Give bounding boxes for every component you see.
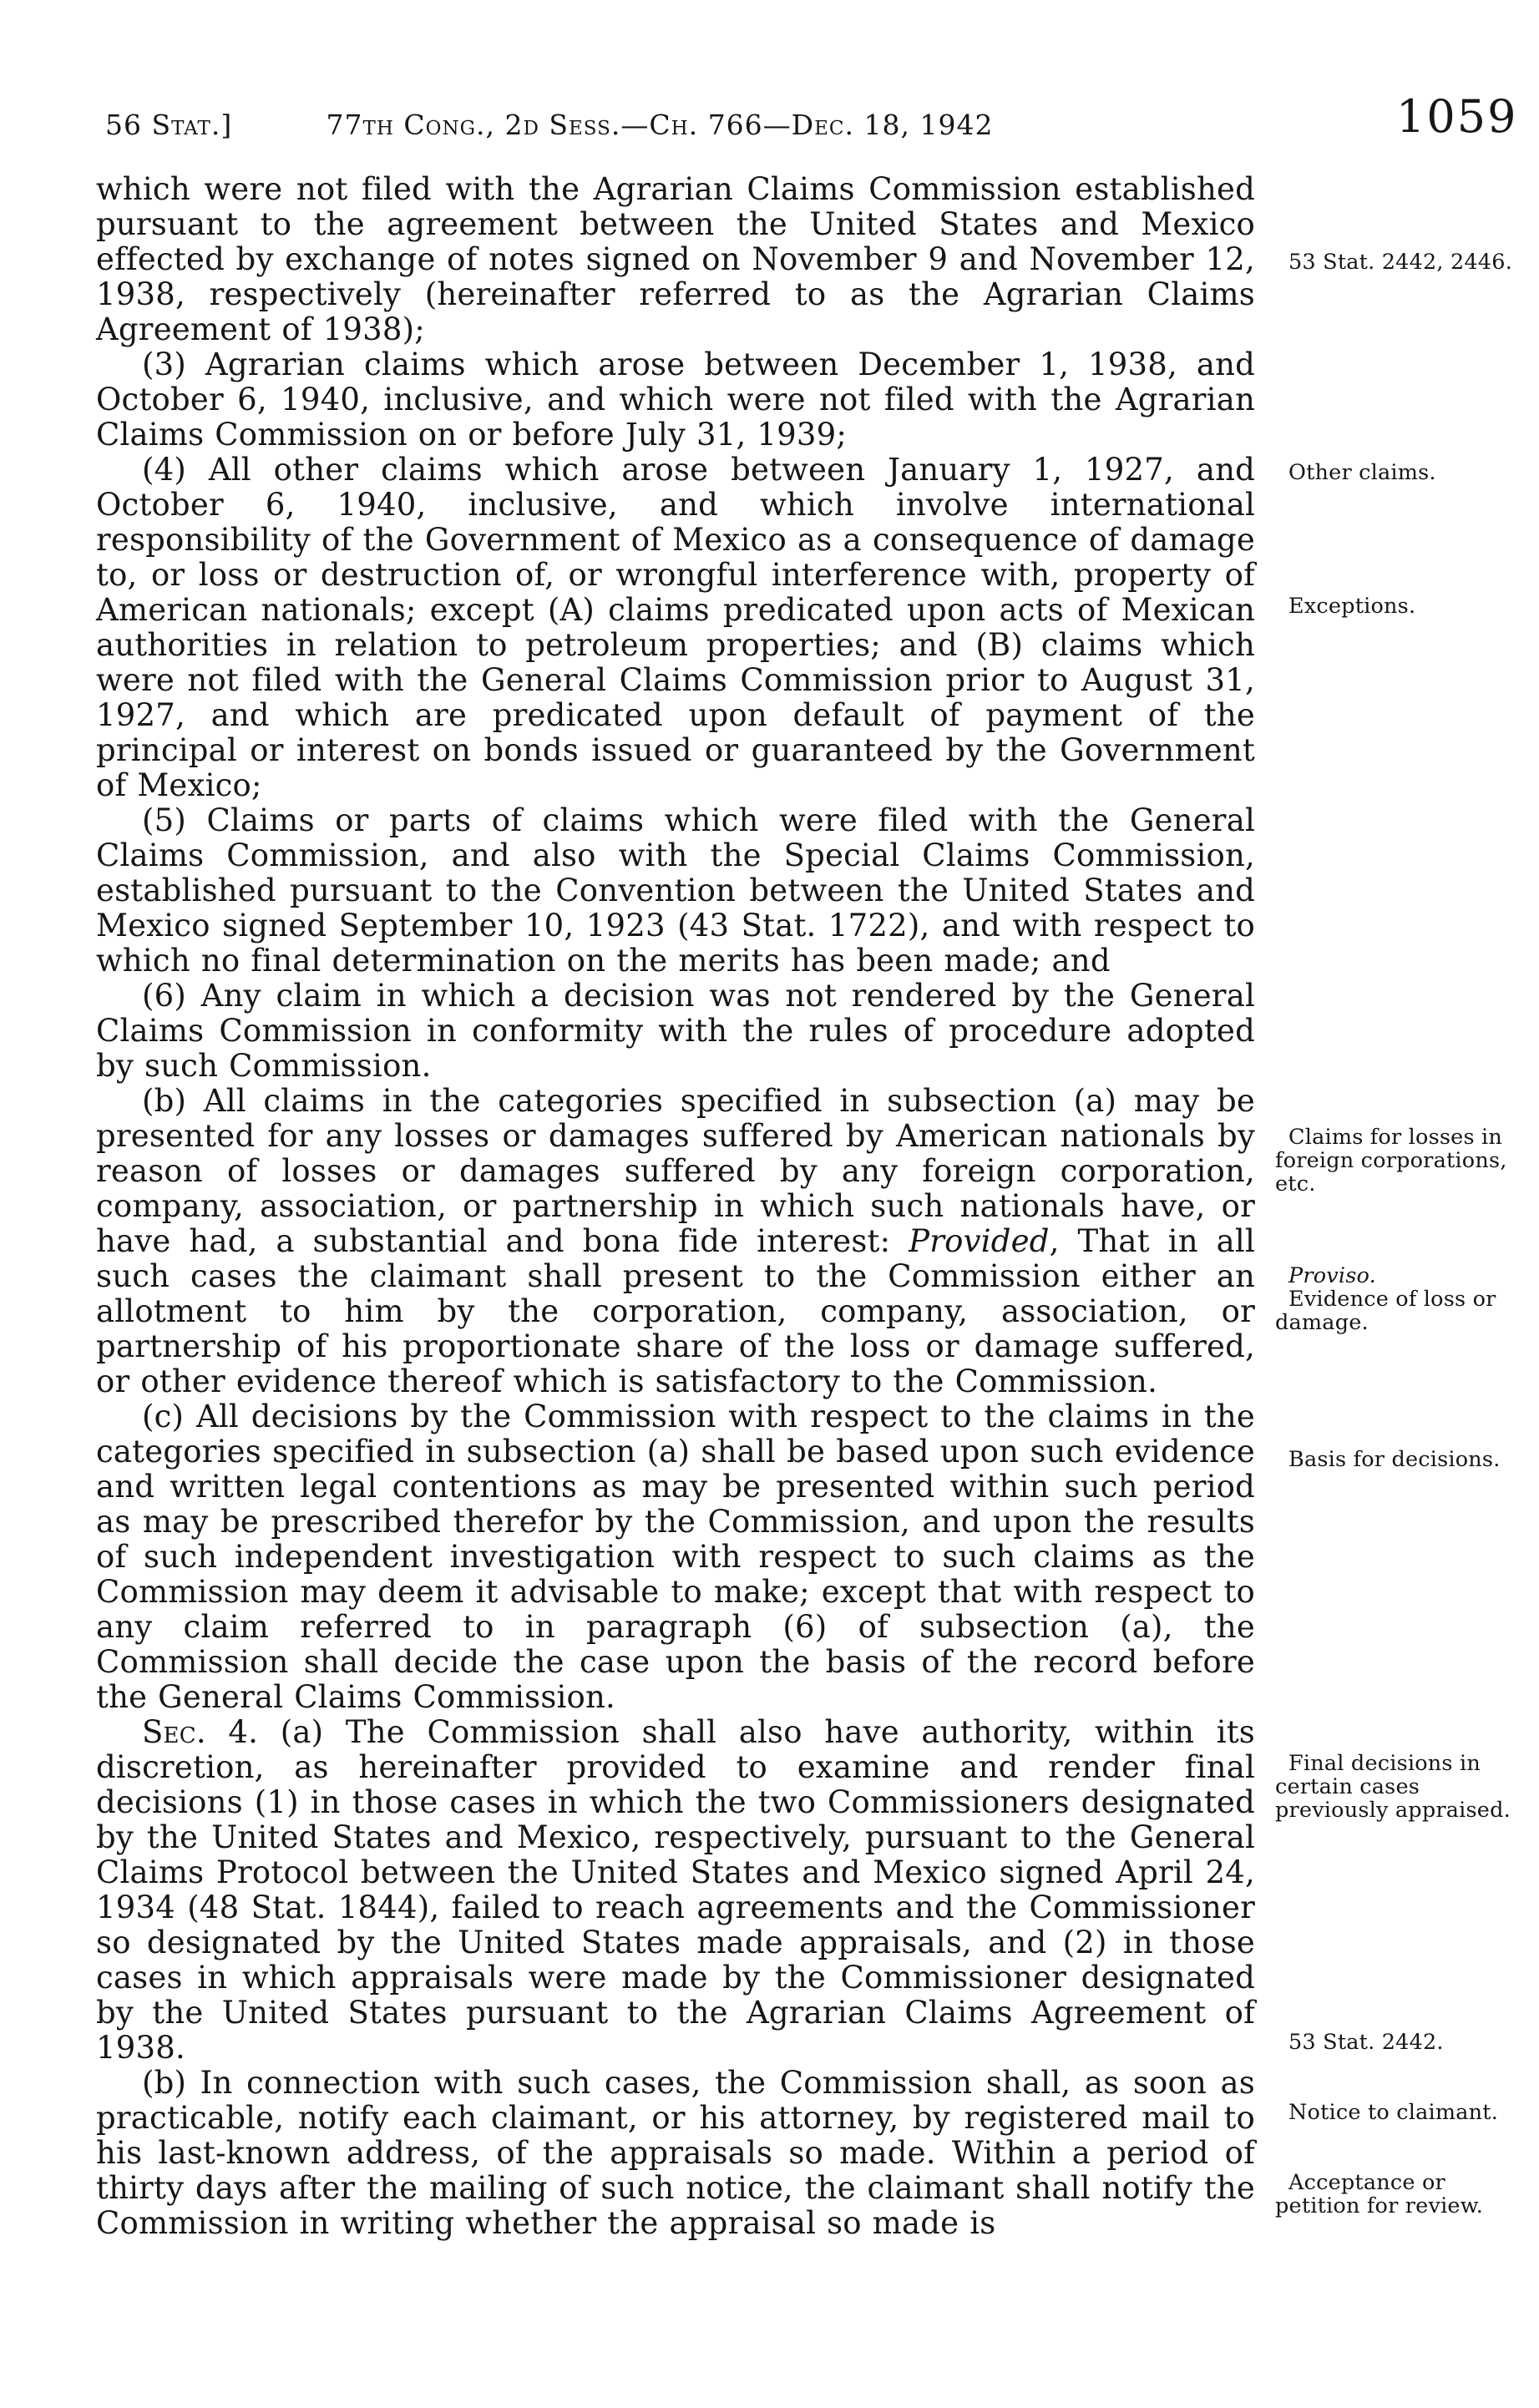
subsection-b-text-after: , That in all such cases the claimant shall present to the Commission either an allotment to him by the corporation, company, association, or partnership of his proportionate share of the loss or damage suffered, or other evidence thereof which is satisfactory to the Commission. bbox=[96, 1223, 1255, 1399]
margin-note-other-claims: Other claims. bbox=[1288, 460, 1436, 485]
margin-note-stat-citation-2: 53 Stat. 2442. bbox=[1288, 2030, 1444, 2055]
paragraph-item-4: (4) All other claims which arose between January 1, 1927, and October 6, 1940, inclusive, and which involve international responsibility of the Government of Mexico as a consequence of damage to, or loss or destruction of, or wrongful interference with, property of American nationals; except (A) claims predicated upon acts of Mexican authorities in relation to petroleum properties; and (B) claims which were not filed with the General Claims Commission prior to August 31, 1927, and which are predicated upon default of payment of the principal or interest on bonds issued or guaranteed by the Government of Mexico; bbox=[96, 452, 1255, 803]
volume-citation: 56 Stat.] bbox=[105, 109, 233, 141]
section-4-text: 4. (a) The Commission shall also have authority, within its discretion, as hereinafter provided to examine and render final decisions (1) in those cases in which the two Commissioners designated by the United States and Mexico, respectively, pursuant to the General Claims Protocol between the United States and Mexico signed April 24, 1934 (48 Stat. 1844), failed to reach agreements and the Commissioner so designated by the United States made appraisals, and (2) in those cases in which appraisals were made by the Commissioner designated by the United States pursuant to the Agrarian Claims Agreement of 1938. bbox=[96, 1714, 1255, 2066]
running-head bbox=[0, 90, 1539, 152]
margin-note-final-decisions: Final decisions in certain cases previously appraised. bbox=[1275, 1751, 1511, 1823]
paragraph-section-4 bbox=[96, 1715, 1255, 2066]
margin-note-acceptance-review: Acceptance or petition for review. bbox=[1275, 2170, 1484, 2218]
page-title: 77th Cong., 2d Sess.—Ch. 766—Dec. 18, 1942 bbox=[326, 109, 994, 141]
margin-note-stat-citation: 53 Stat. 2442, 2446. bbox=[1288, 250, 1513, 275]
paragraph-item-6: (6) Any claim in which a decision was not rendered by the General Claims Commission in conformity with the rules of procedure adopted by such Commission. bbox=[96, 978, 1255, 1084]
proviso-word: Provided bbox=[909, 1223, 1050, 1259]
margin-note-basis-for-decisions: Basis for decisions. bbox=[1288, 1447, 1501, 1472]
paragraph-item-5: (5) Claims or parts of claims which were filed with the General Claims Commission, and also with the Special Claims Commission, established pursuant to the Convention between the United States and Mexico signed September 10, 1923 (43 Stat. 1722), and with respect to which no final determination on the merits has been made; and bbox=[96, 802, 1255, 979]
paragraph-subsection-b bbox=[96, 1084, 1255, 1399]
page-number: 1059 bbox=[1396, 90, 1518, 143]
subsection-b-text: (b) All claims in the categories specified in subsection (a) may be presented for any losses or damages suffered by American nationals by reason of losses or damages suffered by any foreign corporation, company, association, or partnership in which such nationals have, or have had, a substantial and bona fide interest: bbox=[96, 1083, 1255, 1259]
margin-note-notice-to-claimant: Notice to claimant. bbox=[1288, 2100, 1499, 2125]
margin-note-proviso: Proviso. bbox=[1288, 1263, 1376, 1288]
statute-text-column bbox=[96, 172, 1255, 2241]
paragraph-subsection-c: (c) All decisions by the Commission with respect to the claims in the categories specified in subsection (a) shall be based upon such evidence and written legal contentions as may be presented within such period as may be prescribed therefor by the Commission, and upon the results of such independent investigation with respect to such claims as the Commission may deem it advisable to make; except that with respect to any claim referred to in paragraph (6) of subsection (a), the Commission shall decide the case upon the basis of the record before the General Claims Commission. bbox=[96, 1399, 1255, 1715]
paragraph-section-4b: (b) In connection with such cases, the Commission shall, as soon as practicable, notify each claimant, or his attorney, by registered mail to his last-known address, of the appraisals so made. Within a period of thirty days after the mailing of such notice, the claimant shall notify the Commission in writing whether the appraisal so made is bbox=[96, 2065, 1255, 2241]
paragraph-continuation: which were not filed with the Agrarian Claims Commission established pursuant to the agreement between the United States and Mexico effected by exchange of notes signed on November 9 and November 12, 1938, respectively (hereinafter referred to as the Agrarian Claims Agreement of 1938); bbox=[96, 171, 1255, 347]
margin-note-exceptions: Exceptions. bbox=[1288, 594, 1416, 619]
paragraph-item-3: (3) Agrarian claims which arose between December 1, 1938, and October 6, 1940, inclusive, and which were not filed with the Agrarian Claims Commission on or before July 31, 1939; bbox=[96, 347, 1255, 453]
margin-note-foreign-corporations: Claims for losses in foreign corporations, etc. bbox=[1275, 1125, 1507, 1196]
margin-note-evidence: Evidence of loss or damage. bbox=[1275, 1287, 1496, 1335]
section-4-label: Sec. bbox=[142, 1714, 206, 1750]
